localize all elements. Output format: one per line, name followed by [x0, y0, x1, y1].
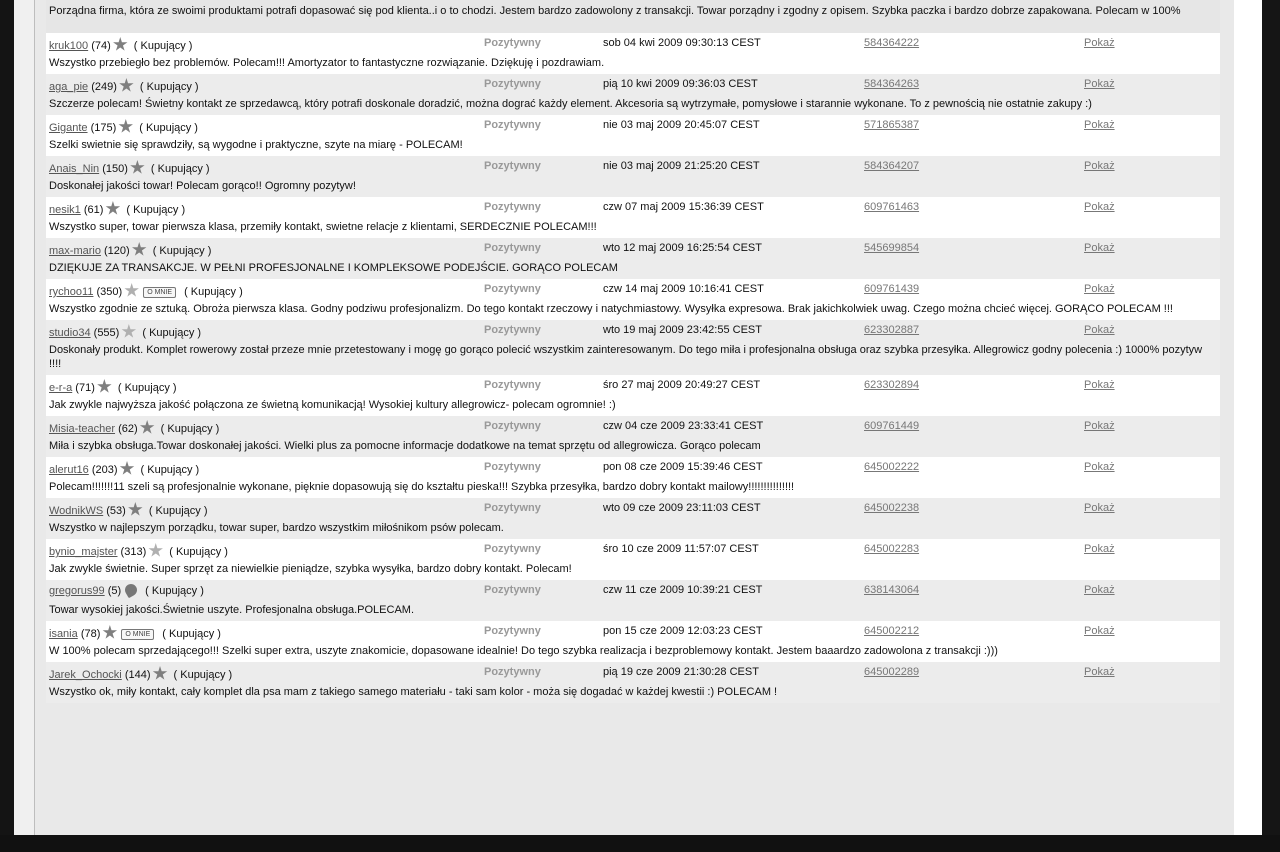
rating-label: Pozytywny	[484, 379, 541, 391]
role-label: ( Kupujący )	[160, 423, 220, 435]
user-info	[49, 242, 211, 257]
feedback-date: czw 04 cze 2009 23:33:41 CEST	[603, 420, 764, 432]
feedback-entries	[46, 33, 1220, 703]
star-icon	[118, 119, 133, 134]
feedback-header	[46, 375, 1220, 395]
auction-number-link[interactable]: 571865387	[864, 119, 920, 131]
user-link[interactable]: studio34	[49, 327, 91, 339]
user-link[interactable]: Anais_Nin	[49, 163, 100, 175]
user-link[interactable]: Jarek_Ochocki	[49, 669, 122, 681]
feedback-date: pią 10 kwi 2009 09:36:03 CEST	[603, 78, 758, 90]
role-label: ( Kupujący )	[126, 204, 186, 216]
user-info	[49, 201, 185, 216]
feedback-date: wto 19 maj 2009 23:42:55 CEST	[603, 324, 762, 336]
feedback-entry	[46, 197, 1220, 238]
rating-label: Pozytywny	[484, 283, 541, 295]
role-label: ( Kupujący )	[139, 122, 198, 134]
feedback-count: (61)	[83, 204, 104, 216]
star-icon	[113, 37, 128, 52]
feedback-date: pon 08 cze 2009 15:39:46 CEST	[603, 461, 763, 473]
role-label: ( Kupujący )	[142, 327, 202, 339]
user-info	[49, 283, 243, 298]
feedback-entry	[46, 320, 1220, 375]
user-info	[49, 78, 199, 93]
feedback-comment: Szczerze polecam! Świetny kontakt ze sprzedawcą, który potrafi doskonale doradzić, można dograć każdy element. Akcesoria są wytrzymałe, pomysłowe i starannie wykonane. To z pewnością nie ostatnie zakupy :)	[49, 98, 1092, 110]
star-icon	[120, 461, 135, 476]
feedback-count: (144)	[124, 669, 151, 681]
feedback-header	[46, 33, 1220, 53]
rating-label: Pozytywny	[484, 37, 541, 49]
feedback-comment: Wszystko przebiegło bez problemów. Polecam!!! Amortyzator to fantastyczne rozwiązanie. Dziękuję i pozdrawiam.	[49, 57, 605, 69]
feedback-comment: W 100% polecam sprzedającego!!! Szelki super extra, uszyte znakomicie, dopasowane idealnie! Do tego szybka realizacja i bezproblemowy kontakt. Jestem baaardzo zadowolona z transakcji :)))	[49, 645, 998, 657]
feedback-comment: Wszystko zgodnie ze sztuką. Obroża pierwsza klasa. Godny podziwu profesjonalizm. Do tego kontakt rzeczowy i natychmiastowy. Wysyłka expresowa. Brak jakichkolwiek uwag. Czego można chcieć więcej. GORĄCO POLECAM !!!	[49, 303, 1173, 315]
feedback-entry	[46, 416, 1220, 457]
user-link[interactable]: aga_pie	[49, 81, 89, 93]
user-info	[49, 119, 198, 134]
rating-label: Pozytywny	[484, 625, 541, 637]
rating-label: Pozytywny	[484, 119, 541, 131]
feedback-count: (249)	[91, 81, 117, 93]
user-link[interactable]: gregorus99	[49, 585, 105, 597]
show-link[interactable]: Pokaż	[1084, 37, 1115, 49]
show-link[interactable]: Pokaż	[1084, 666, 1115, 678]
feedback-entry	[46, 74, 1220, 115]
feedback-entry	[46, 156, 1220, 197]
feedback-count: (203)	[91, 464, 118, 476]
feedback-comment: Wszystko ok, miły kontakt, cały komplet dla psa mam z takiego samego materiału - taki sam kolor - moża się dogadać w każdej kwestii :) POLECAM !	[49, 686, 778, 698]
feedback-header	[46, 115, 1220, 135]
show-link[interactable]: Pokaż	[1084, 379, 1115, 391]
role-label: ( Kupujący )	[148, 505, 208, 517]
auction-number-link[interactable]: 623302894	[864, 379, 920, 391]
show-link[interactable]: Pokaż	[1084, 625, 1115, 637]
feedback-entry	[46, 662, 1220, 703]
feedback-header	[46, 580, 1220, 600]
star-icon	[132, 242, 147, 257]
rating-label: Pozytywny	[484, 160, 541, 172]
user-link[interactable]: rychoo11	[49, 286, 94, 298]
rating-label: Pozytywny	[484, 201, 541, 213]
feedback-count: (78)	[80, 628, 101, 640]
auction-number-link[interactable]: 645002238	[864, 502, 920, 514]
show-link[interactable]: Pokaż	[1084, 160, 1115, 172]
auction-number-link[interactable]: 645002283	[864, 543, 920, 555]
star-icon	[102, 625, 117, 640]
rating-label: Pozytywny	[484, 502, 541, 514]
user-link[interactable]: kruk100	[49, 40, 89, 52]
feedback-date: śro 27 maj 2009 20:49:27 CEST	[603, 379, 761, 391]
feedback-comment: DZIĘKUJE ZA TRANSAKCJE. W PEŁNI PROFESJONALNE I KOMPLEKSOWE PODEJŚCIE. GORĄCO POLECAM	[49, 262, 618, 274]
auction-number-link[interactable]: 645002289	[864, 666, 920, 678]
star-icon	[148, 543, 163, 558]
auction-number-link[interactable]: 638143064	[864, 584, 920, 596]
show-link[interactable]: Pokaż	[1084, 201, 1115, 213]
feedback-date: sob 04 kwi 2009 09:30:13 CEST	[603, 37, 761, 49]
user-info	[49, 461, 199, 476]
about-me-badge[interactable]: O MNIE	[121, 629, 154, 640]
feedback-date: śro 10 cze 2009 11:57:07 CEST	[603, 543, 759, 555]
rating-label: Pozytywny	[484, 420, 541, 432]
user-info	[49, 160, 210, 175]
feedback-header	[46, 416, 1220, 436]
feedback-entry	[46, 498, 1220, 539]
feedback-date: czw 14 maj 2009 10:16:41 CEST	[603, 283, 764, 295]
star-icon	[140, 420, 155, 435]
show-link[interactable]: Pokaż	[1084, 543, 1115, 555]
feedback-comment: Jak zwykle świetnie. Super sprzęt za niewielkie pieniądze, szybka wysyłka, bardzo dobry kontakt. Polecam!	[49, 563, 572, 575]
feedback-count: (350)	[96, 286, 123, 298]
star-icon	[153, 666, 168, 681]
rating-label: Pozytywny	[484, 461, 541, 473]
user-info	[49, 625, 221, 640]
feedback-header	[46, 457, 1220, 477]
user-info	[49, 37, 192, 52]
user-link[interactable]: nesik1	[49, 204, 81, 216]
rating-label: Pozytywny	[484, 543, 541, 555]
user-link[interactable]: Gigante	[49, 122, 88, 134]
role-label: ( Kupujący )	[117, 382, 177, 394]
feedback-count: (555)	[93, 327, 120, 339]
feedback-header	[46, 621, 1220, 641]
feedback-count: (71)	[75, 382, 95, 394]
feedback-date: wto 09 cze 2009 23:11:03 CEST	[603, 502, 761, 514]
rating-label: Pozytywny	[484, 666, 541, 678]
feedback-comment: Szelki swietnie się sprawdziły, są wygodne i praktyczne, szyte na miarę - POLECAM!	[49, 139, 463, 151]
feedback-entry	[46, 279, 1220, 320]
feedback-entry	[46, 457, 1220, 498]
feedback-count: (53)	[106, 505, 126, 517]
auction-number-link[interactable]: 584364263	[864, 78, 920, 90]
feedback-header	[46, 156, 1220, 176]
leaf-icon	[123, 582, 139, 598]
user-link[interactable]: max-mario	[49, 245, 101, 257]
feedback-entry	[46, 33, 1220, 74]
role-label: ( Kupujący )	[162, 628, 221, 640]
feedback-header	[46, 197, 1220, 217]
role-label: ( Kupujący )	[133, 40, 193, 52]
feedback-comment: Miła i szybka obsługa.Towar doskonałej jakości. Wielki plus za pomocne informacje dodatkowe na temat sprzętu od allegrowicza. Gorąco polecam	[49, 440, 761, 452]
feedback-entry	[46, 375, 1220, 416]
screen-bottom-edge	[0, 835, 1280, 852]
feedback-comment: Doskonały produkt. Komplet rowerowy został przeze mnie przetestowany i mogę go gorąco polecić wszystkim zainteresowanym. Do tego miła i profesjonalna obsługa oraz szybka przesyłka. Allegrowicz godny polecenia :) 1000% pozytyw !!!!	[49, 344, 1203, 370]
feedback-comment: Jak zwykle najwyższa jakość połączona ze świetną komunikacją! Wysokiej kultury allegrowicz- polecam ogromnie! :)	[49, 399, 616, 411]
feedback-count: (175)	[90, 122, 117, 134]
feedback-comment: Wszystko super, towar pierwsza klasa, przemiły kontakt, swietne relacje z klientami, SERDECZNIE POLECAM!!!	[49, 221, 597, 233]
feedback-comment: Towar wysokiej jakości.Świetnie uszyte. Profesjonalna obsługa.POLECAM.	[49, 604, 414, 616]
feedback-comment: Wszystko w najlepszym porządku, towar super, bardzo wszystkim miłośnikom psów polecam.	[49, 522, 504, 534]
feedback-header	[46, 238, 1220, 258]
feedback-entry	[46, 238, 1220, 279]
star-icon	[130, 160, 145, 175]
feedback-entry	[46, 580, 1220, 621]
role-label: ( Kupujący )	[150, 163, 210, 175]
rating-label: Pozytywny	[484, 324, 541, 336]
star-icon	[124, 283, 139, 298]
role-label: ( Kupujący )	[173, 669, 233, 681]
feedback-count: (5)	[107, 585, 122, 597]
feedback-date: wto 12 maj 2009 16:25:54 CEST	[603, 242, 762, 254]
rating-label: Pozytywny	[484, 242, 541, 254]
show-link[interactable]: Pokaż	[1084, 420, 1115, 432]
feedback-count: (313)	[120, 546, 147, 558]
role-label: ( Kupujący )	[169, 546, 228, 558]
feedback-header	[46, 74, 1220, 94]
auction-number-link[interactable]: 545699854	[864, 242, 920, 254]
role-label: ( Kupujący )	[184, 286, 243, 298]
star-icon	[105, 201, 120, 216]
user-info	[49, 543, 228, 558]
feedback-date: nie 03 maj 2009 21:25:20 CEST	[603, 160, 760, 172]
feedback-header	[46, 539, 1220, 559]
user-link[interactable]: e-r-a	[49, 382, 73, 394]
feedback-count: (74)	[91, 40, 111, 52]
about-me-badge[interactable]: O MNIE	[143, 287, 176, 298]
role-label: ( Kupujący )	[145, 585, 204, 597]
auction-number-link[interactable]: 623302887	[864, 324, 920, 336]
feedback-date: pią 19 cze 2009 21:30:28 CEST	[603, 666, 759, 678]
role-label: ( Kupujący )	[139, 81, 199, 93]
feedback-count: (62)	[118, 423, 138, 435]
user-info	[49, 420, 219, 435]
auction-number-link[interactable]: 609761449	[864, 420, 920, 432]
feedback-date: pon 15 cze 2009 12:03:23 CEST	[603, 625, 763, 637]
feedback-entry	[46, 621, 1220, 662]
user-link[interactable]: WodnikWS	[49, 505, 104, 517]
star-icon	[119, 78, 134, 93]
role-label: ( Kupujący )	[140, 464, 200, 476]
star-icon	[121, 324, 136, 339]
rating-label: Pozytywny	[484, 78, 541, 90]
feedback-count: (120)	[104, 245, 130, 257]
auction-number-link[interactable]: 584364207	[864, 160, 920, 172]
show-link[interactable]: Pokaż	[1084, 324, 1115, 336]
auction-number-link[interactable]: 645002222	[864, 461, 920, 473]
user-link[interactable]: Misia-teacher	[49, 423, 116, 435]
feedback-date: czw 11 cze 2009 10:39:21 CEST	[603, 584, 763, 596]
show-link[interactable]: Pokaż	[1084, 461, 1115, 473]
page-left-margin	[14, 0, 34, 835]
show-link[interactable]: Pokaż	[1084, 584, 1115, 596]
user-info	[49, 584, 204, 597]
auction-number-link[interactable]: 609761463	[864, 201, 920, 213]
show-link[interactable]: Pokaż	[1084, 502, 1115, 514]
auction-number-link[interactable]: 584364222	[864, 37, 920, 49]
user-info	[49, 379, 177, 394]
user-info	[49, 502, 208, 517]
user-info	[49, 324, 201, 339]
feedback-header	[46, 320, 1220, 340]
show-link[interactable]: Pokaż	[1084, 283, 1115, 295]
auction-number-link[interactable]: 609761439	[864, 283, 920, 295]
page-right-margin	[1234, 0, 1262, 835]
feedback-list	[46, 0, 1220, 703]
user-link[interactable]: alerut16	[49, 464, 89, 476]
show-link[interactable]: Pokaż	[1084, 242, 1115, 254]
star-icon	[128, 502, 143, 517]
user-link[interactable]: isania	[49, 628, 78, 640]
user-link[interactable]: bynio_majster	[49, 546, 118, 558]
feedback-comment: Doskonałej jakości towar! Polecam gorąco!! Ogromny pozytyw!	[49, 180, 356, 192]
show-link[interactable]: Pokaż	[1084, 78, 1115, 90]
feedback-date: nie 03 maj 2009 20:45:07 CEST	[603, 119, 760, 131]
user-info	[49, 666, 232, 681]
feedback-entry	[46, 115, 1220, 156]
feedback-header	[46, 279, 1220, 299]
feedback-date: czw 07 maj 2009 15:36:39 CEST	[603, 201, 764, 213]
feedback-count: (150)	[102, 163, 128, 175]
feedback-header	[46, 498, 1220, 518]
feedback-comment: Porządna firma, która ze swoimi produktami potrafi dopasować się pod klienta..i o to chodzi. Jestem bardzo zadowolony z transakcji. Towar porządny i zgodny z opisem. Szybka paczka i bardzo dobrze zapakowana. Polecam w 100%	[46, 0, 1220, 33]
star-icon	[97, 379, 112, 394]
rating-label: Pozytywny	[484, 584, 541, 596]
feedback-entry	[46, 539, 1220, 580]
role-label: ( Kupujący )	[152, 245, 212, 257]
feedback-comment: Polecam!!!!!!!11 szeli są profesjonalnie wykonane, pięknie dopasowują się do kształtu pieska!!! Szybka przesyłka, bardzo dobry kontakt mailowy!!!!!!!!!!!!!!!	[49, 481, 795, 493]
show-link[interactable]: Pokaż	[1084, 119, 1115, 131]
auction-number-link[interactable]: 645002212	[864, 625, 920, 637]
feedback-header	[46, 662, 1220, 682]
